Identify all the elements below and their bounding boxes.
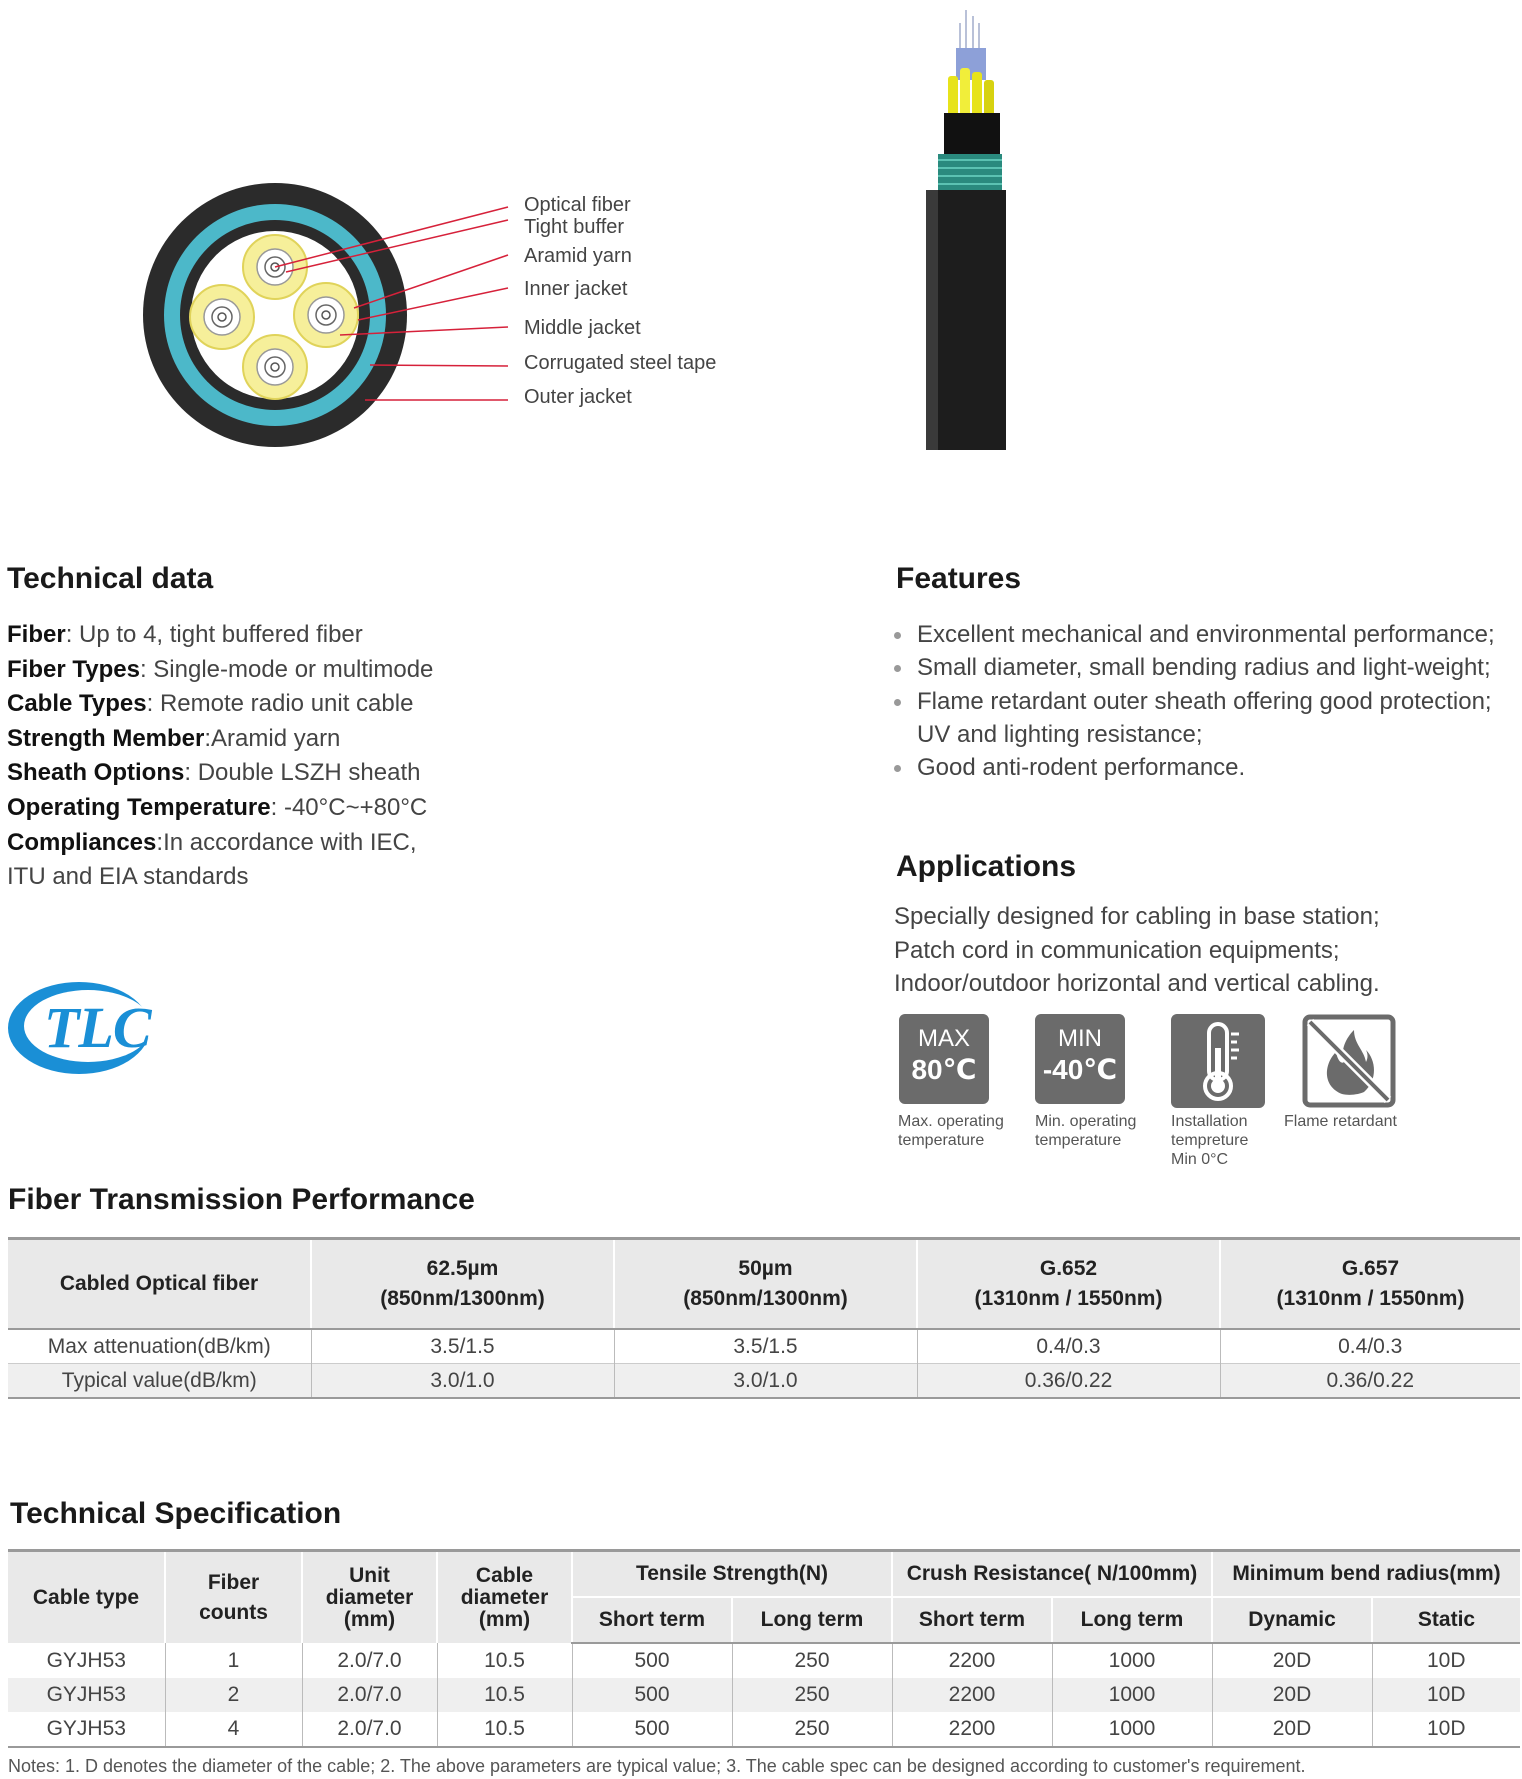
spec-header-row [8,1551,1520,1598]
spec-header-fiber-counts [165,1551,302,1644]
table-cell: 10D [1372,1712,1520,1747]
applications-title: Applications [896,850,1077,883]
header-line: G.652 [1039,1257,1098,1280]
spec-header-crush: Crush Resistance( N/100mm) [892,1551,1212,1598]
table-cell: 1000 [1052,1712,1212,1747]
table-row [8,1643,1520,1678]
tech-key: Compliances [7,828,157,856]
spec-header-tensile: Tensile Strength(N) [572,1551,892,1598]
technical-data-title: Technical data [7,562,214,595]
label-corrugated-steel-tape: Corrugated steel tape [524,352,717,374]
cable-side-view-icon [900,8,1040,453]
header-line: (1310nm / 1550nm) [974,1287,1163,1310]
tech-key: Strength Member [7,724,205,752]
caption-line: tempreture [1171,1132,1249,1149]
header-line: (mm) [343,1607,396,1631]
technical-data-list [7,618,433,895]
table-cell: 2.0/7.0 [302,1678,437,1712]
caption-line: Min. operating [1035,1113,1137,1130]
header-line: Cable [475,1563,534,1587]
tech-row-strength-member [7,722,433,757]
specification-title: Technical Specification [10,1497,342,1530]
header-line: (850nm/1300nm) [380,1287,545,1310]
table-cell: 10D [1372,1678,1520,1712]
spec-header-static: Static [1372,1597,1520,1643]
spec-header-tensile-long: Long term [732,1597,892,1643]
flame-retardant-caption [1284,1112,1397,1131]
table-cell: 500 [572,1712,732,1747]
table-cell: 10.5 [437,1678,572,1712]
tech-value: In accordance with IEC, [163,828,417,856]
table-row [8,1678,1520,1712]
header-line: (850nm/1300nm) [683,1287,848,1310]
max-temp-caption [898,1112,1004,1150]
table-cell: Typical value(dB/km) [8,1364,311,1399]
table-row [8,1712,1520,1747]
perf-header-cabled-fiber [8,1239,311,1330]
max-temp-badge [899,1014,989,1104]
table-cell: 500 [572,1643,732,1678]
feature-item: Excellent mechanical and environmental performance; [890,618,1495,651]
table-cell: 500 [572,1678,732,1712]
feature-item: Good anti-rodent performance. [890,751,1495,784]
spec-header-crush-long: Long term [1052,1597,1212,1643]
table-cell: 250 [732,1712,892,1747]
badge-line2: 80℃ [911,1054,977,1085]
table-cell: 0.4/0.3 [917,1329,1220,1364]
table-cell: 10.5 [437,1643,572,1678]
tech-row-fiber [7,618,433,653]
caption-line: Installation [1171,1113,1248,1130]
table-cell: 10D [1372,1643,1520,1678]
badge-line1: MAX [917,1025,970,1052]
table-cell: 10.5 [437,1712,572,1747]
header-line: counts [199,1600,268,1624]
badge-line1: MIN [1058,1025,1102,1052]
tech-sep: : [204,724,212,752]
tech-key: Fiber [7,621,66,648]
caption-line: temperature [898,1132,985,1149]
tech-sep: : [270,793,284,821]
table-cell: 2.0/7.0 [302,1643,437,1678]
spec-header-crush-short: Short term [892,1597,1052,1643]
application-line: Specially designed for cabling in base station; [894,903,1380,930]
tech-value: Double LSZH sheath [197,759,421,787]
header-line: G.657 [1341,1257,1400,1280]
spec-header-cable-type: Cable type [8,1551,165,1644]
tech-value: Aramid yarn [211,724,341,752]
perf-header-g657 [1220,1239,1520,1330]
table-cell: 250 [732,1643,892,1678]
table-cell: 2200 [892,1712,1052,1747]
performance-table [8,1237,1520,1399]
tech-row-fiber-types [7,653,433,688]
cross-section-diagram [140,180,740,450]
header-line: diameter [460,1585,549,1609]
cable-cross-section-icon [140,180,740,450]
header-line: (1310nm / 1550nm) [1276,1287,1465,1310]
perf-header-50 [614,1239,917,1330]
table-row [8,1364,1520,1399]
table-cell: 0.36/0.22 [1220,1364,1520,1399]
installation-temp-caption [1171,1112,1248,1169]
header-line: Cabled Optical fiber [59,1272,259,1295]
label-aramid-yarn: Aramid yarn [524,245,632,267]
badge-line2: -40℃ [1042,1054,1118,1085]
min-temp-caption [1035,1112,1136,1150]
table-cell: 2200 [892,1678,1052,1712]
label-inner-jacket: Inner jacket [524,278,628,300]
cable-side-view [900,8,1040,453]
tech-value: -40°C~+80°C [283,793,428,821]
table-cell: 2200 [892,1643,1052,1678]
table-cell: 4 [165,1712,302,1747]
table-cell: 0.36/0.22 [917,1364,1220,1399]
flame-retardant-icon [1302,1014,1396,1108]
tlc-logo [6,978,152,1078]
feature-item: UV and lighting resistance; [917,720,1203,748]
spec-header-dynamic: Dynamic [1212,1597,1372,1643]
caption-line: Flame retardant [1284,1113,1397,1130]
table-cell: 1000 [1052,1643,1212,1678]
caption-line: temperature [1035,1132,1122,1149]
table-cell: 1000 [1052,1678,1212,1712]
table-cell: GYJH53 [8,1712,165,1747]
min-temp-badge [1035,1014,1125,1104]
tech-key: Cable Types [7,690,147,718]
spec-header-tensile-short: Short term [572,1597,732,1643]
tech-row-compliances [7,826,433,861]
feature-item: Flame retardant outer sheath offering good protection; [890,685,1495,718]
table-cell: 1 [165,1643,302,1678]
table-row [8,1329,1520,1364]
perf-header-g652 [917,1239,1220,1330]
header-line: Unit [349,1563,390,1587]
table-cell: 3.0/1.0 [614,1364,917,1399]
label-optical-fiber: Optical fiber [524,194,631,216]
tech-sep: : [156,828,164,856]
table-cell: 2 [165,1678,302,1712]
caption-line: Max. operating [898,1113,1004,1130]
application-line: Patch cord in communication equipments; [894,936,1340,964]
tech-key: Sheath Options [7,759,185,787]
application-line: Indoor/outdoor horizontal and vertical cabling. [894,970,1380,997]
table-cell: 20D [1212,1678,1372,1712]
features-list [890,618,1495,784]
header-line: 62.5µm [426,1257,499,1280]
performance-title: Fiber Transmission Performance [8,1183,475,1216]
label-middle-jacket: Middle jacket [524,317,641,339]
tech-sep: : [184,759,198,787]
specification-table [8,1549,1520,1748]
tech-value: Single-mode or multimode [153,655,434,683]
tech-row-cable-types [7,687,433,722]
table-cell: 3.0/1.0 [311,1364,614,1399]
header-line: diameter [325,1585,414,1609]
spec-header-cable-diameter [437,1551,572,1644]
table-cell: 20D [1212,1643,1372,1678]
tech-value: Remote radio unit cable [159,690,414,718]
spec-header-bend: Minimum bend radius(mm) [1212,1551,1520,1598]
tech-row-sheath-options [7,756,433,791]
applications-list [894,900,1380,1001]
table-cell: 20D [1212,1712,1372,1747]
thermometer-icon [1171,1014,1265,1108]
table-cell: 2.0/7.0 [302,1712,437,1747]
table-cell: 3.5/1.5 [614,1329,917,1364]
notes: Notes: 1. D denotes the diameter of the cable; 2. The above parameters are typical value; 3. The cable spec can be designed according to customer's requirement. [8,1756,1306,1776]
table-cell: GYJH53 [8,1678,165,1712]
table-cell: 250 [732,1678,892,1712]
perf-header-62-5 [311,1239,614,1330]
label-tight-buffer: Tight buffer [524,216,625,238]
tech-sep: : [139,655,154,683]
spec-header-unit-diameter [302,1551,437,1644]
table-cell: GYJH53 [46,1648,126,1672]
flame-retardant-badge [1302,1014,1396,1108]
features-title: Features [896,562,1022,595]
tech-value: Up to 4, tight buffered fiber [79,621,363,648]
installation-temp-badge [1171,1014,1265,1108]
tech-key: Operating Temperature [7,793,271,821]
feature-item: Small diameter, small bending radius and light-weight; [890,651,1495,684]
table-cell: 0.4/0.3 [1220,1329,1520,1364]
header-line: Fiber [207,1570,260,1594]
tlc-logo-text: TLC [44,995,151,1060]
header-line: (mm) [478,1607,531,1631]
performance-header-row [8,1239,1520,1330]
header-line: 50µm [738,1257,793,1280]
tech-sep: : [146,690,160,718]
label-outer-jacket: Outer jacket [524,386,632,408]
tech-row-continuation: ITU and EIA standards [7,863,249,891]
tech-key: Fiber Types [7,655,140,683]
table-cell: 3.5/1.5 [311,1329,614,1364]
tech-sep: : [65,621,80,648]
caption-line: Min 0°C [1171,1151,1229,1168]
tech-row-operating-temperature [7,791,433,826]
table-cell: Max attenuation(dB/km) [47,1334,271,1358]
